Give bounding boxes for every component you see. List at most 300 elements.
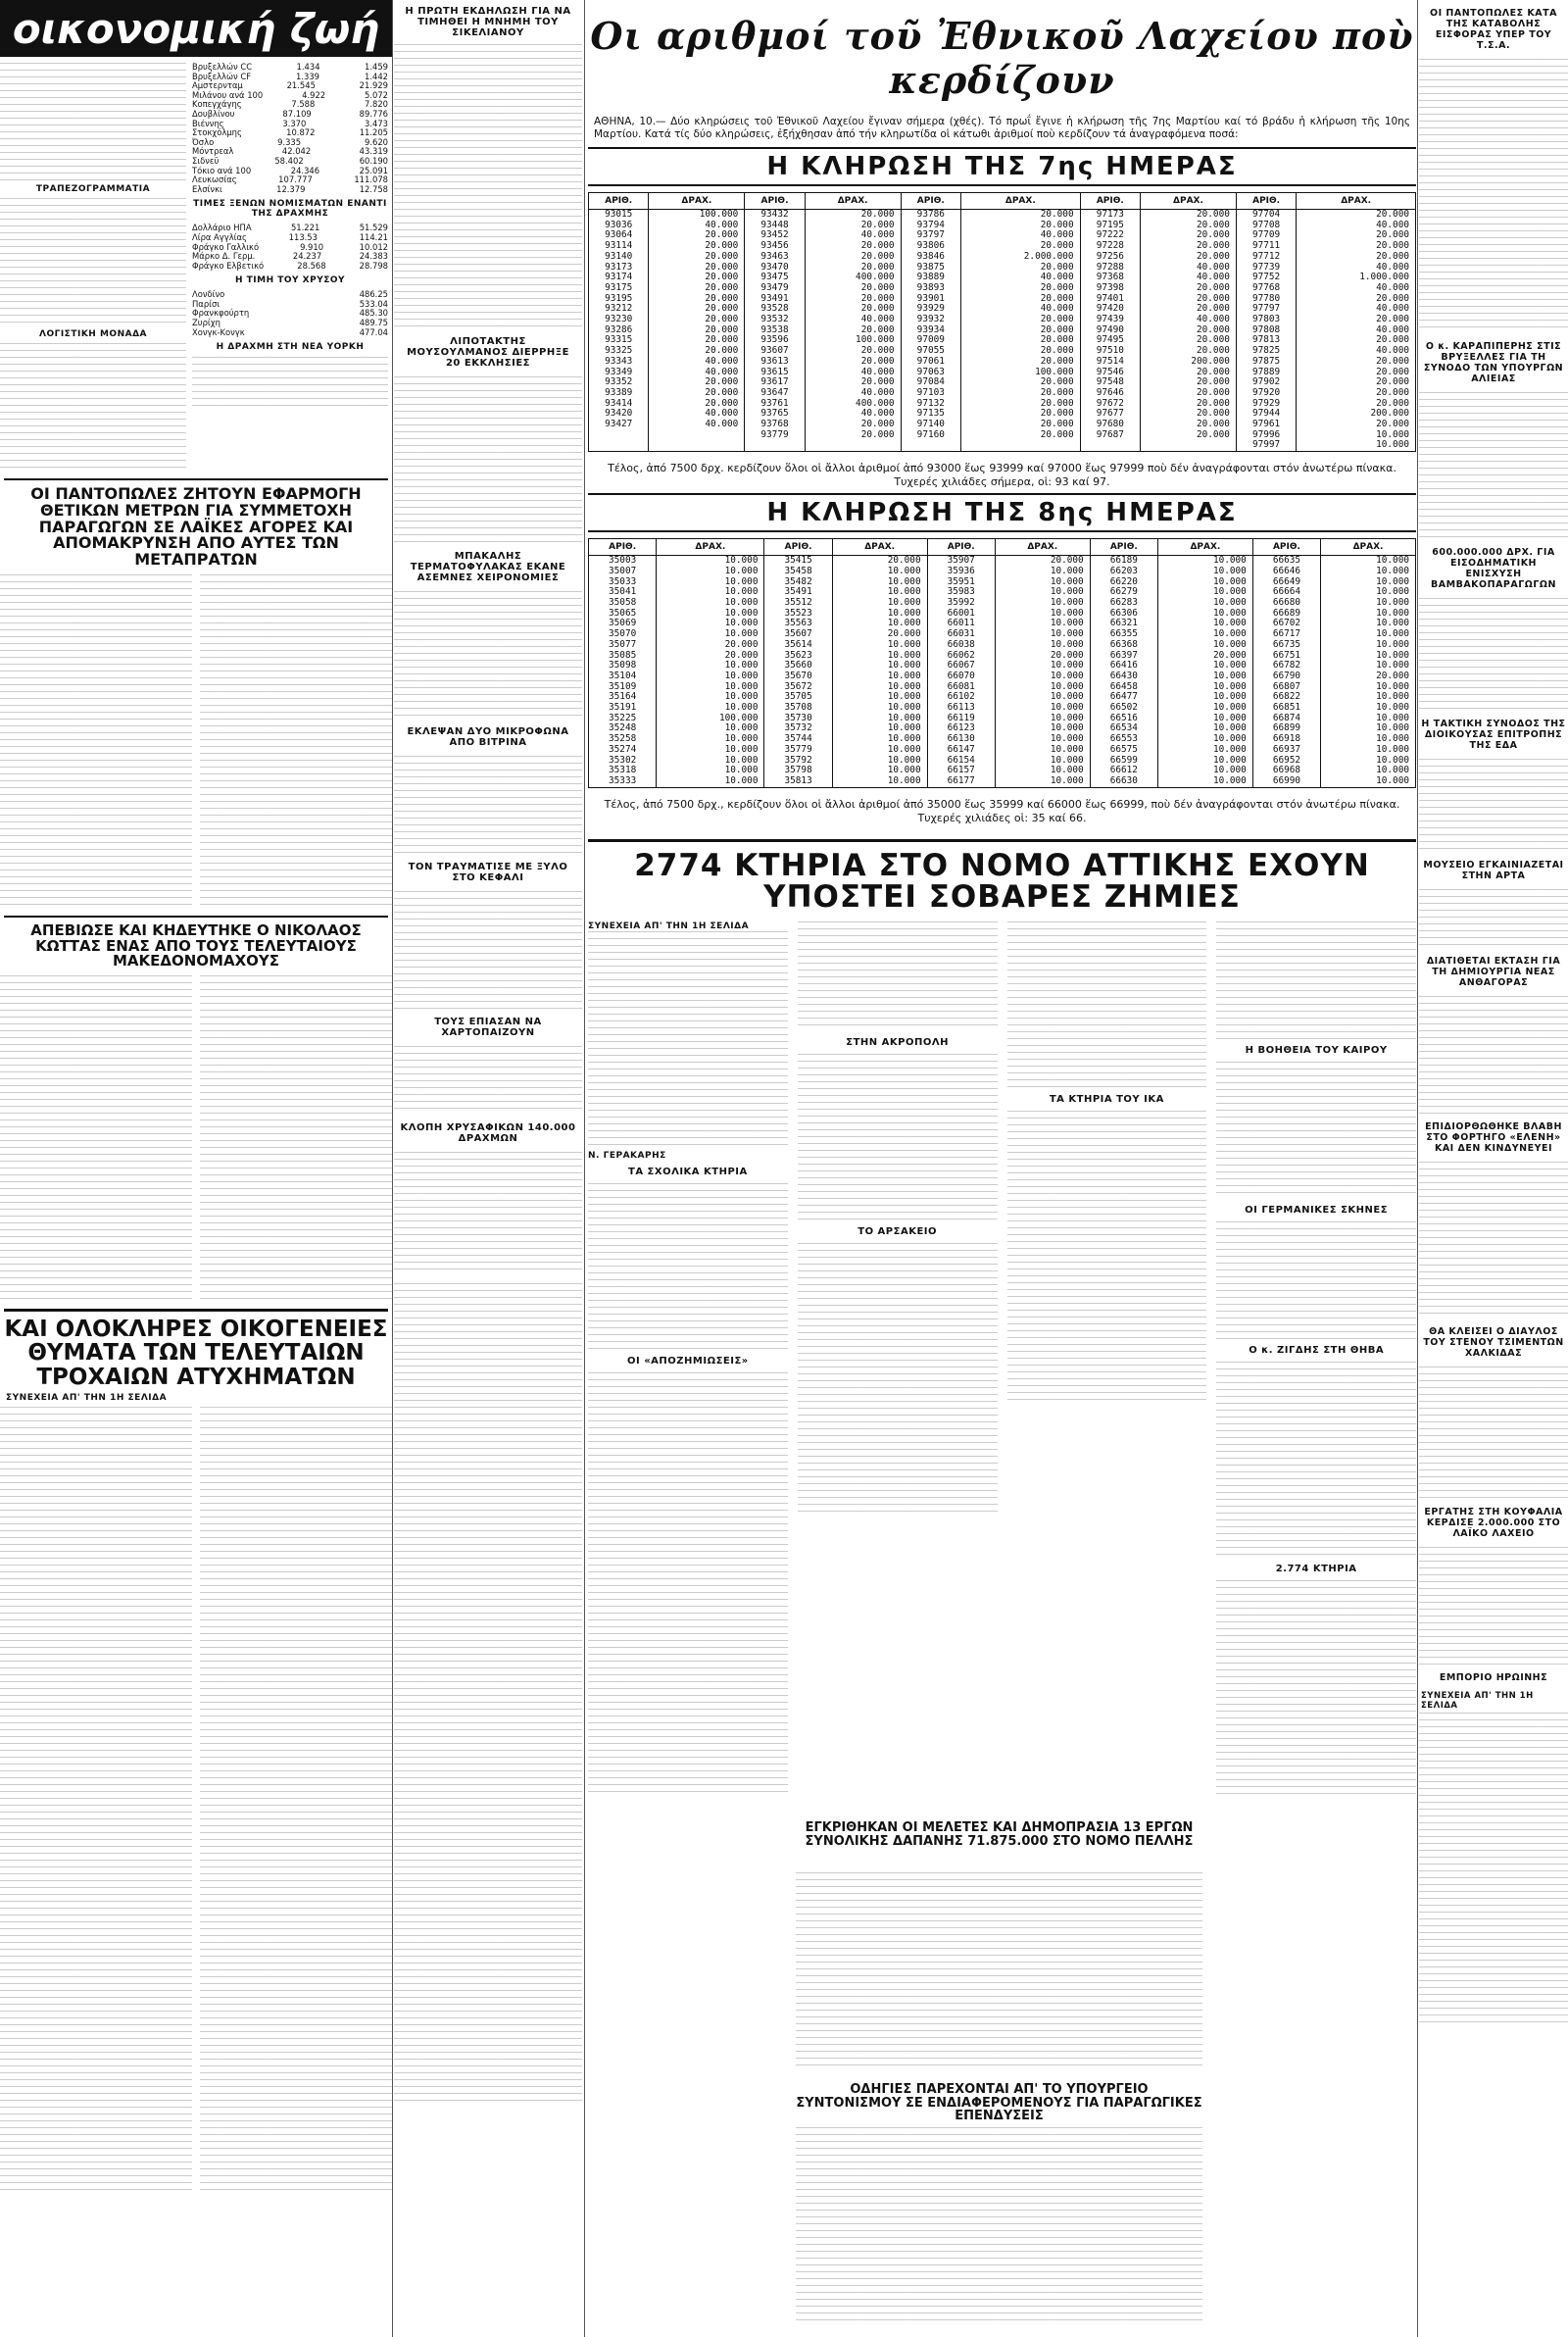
text-block [394,44,582,328]
prize-amount: 10.000 [657,609,764,620]
section-heading: ΛΙΠΟΤΑΚΤΗΣ ΜΟΥΣΟΥΛΜΑΝΟΣ ΔΙΕΡΡΗΞΕ 20 ΕΚΚΛΗΣΙΕΣ [407,336,569,369]
prize-amount: 20.000 [961,377,1081,388]
ticket-number: 97228 [1080,241,1140,252]
rate-value: 60.190 [359,155,388,166]
prize-amount: 10.000 [995,714,1090,724]
ticket-number: 93479 [745,283,805,294]
text-block [0,343,186,471]
prize-amount: 10.000 [657,766,764,776]
prize-amount: 10.000 [657,682,764,693]
prize-amount: 20.000 [1297,241,1416,252]
text-block [1419,889,1568,948]
ticket-number: 93596 [745,335,805,346]
prize-amount [1141,440,1237,451]
prize-amount: 400.000 [805,273,901,283]
ticket-number: 66735 [1252,640,1320,651]
prize-amount: 40.000 [961,230,1081,241]
rate-label: Μιλάνου ανά 100 [192,89,264,100]
ticket-number: 93230 [589,315,649,325]
ticket-number: 97672 [1080,399,1140,410]
ticket-number: 97680 [1080,420,1140,430]
ticket-number: 66477 [1090,692,1157,703]
prize-amount: 10.000 [995,766,1090,776]
ticket-number: 35623 [764,651,832,662]
prize-amount: 20.000 [1141,325,1237,336]
rate-label: Φράγκο Ελβετικό [192,260,265,271]
ticket-number: 35033 [589,577,657,588]
ticket-number: 66147 [927,745,995,756]
ticket-number: 93797 [901,230,960,241]
prize-amount: 20.000 [961,210,1081,221]
ticket-number: 66306 [1090,609,1157,620]
prize-amount: 10.000 [995,723,1090,734]
headline: ΑΠΕΒΙΩΣΕ ΚΑΙ ΚΗΔΕΥΤΗΚΕ Ο ΝΙΚΟΛΑΟΣ ΚΩΤΤΑΣ ΕΝΑΣ ΑΠΟ ΤΟΥΣ ΤΕΛΕΥΤΑΙΟΥΣ ΜΑΚΕΔΟΝΟΜΑΧΟΥΣ [4,916,388,970]
text-block [798,1243,998,1517]
rate-value: 24.346 [290,165,320,175]
prize-amount: 10.000 [832,661,927,671]
prize-amount: 100.000 [657,714,764,724]
ticket-number: 97825 [1236,346,1296,357]
prize-amount: 20.000 [1297,252,1416,263]
rate-value: 87.109 [282,108,312,119]
ticket-number: 66113 [927,703,995,714]
prize-amount [961,440,1081,451]
ticket-number: 97929 [1236,399,1296,410]
prize-amount: 10.000 [1321,692,1416,703]
section-heading: ΕΠΙΔΙΟΡΘΩΘΗΚΕ ΒΛΑΒΗ ΣΤΟ ΦΟΡΤΗΓΟ «ΕΛΕΝΗ» ΚΑΙ ΔΕΝ ΚΙΝΔΥΝΕΥΕΙ [1425,1121,1562,1154]
prize-amount: 10.000 [657,734,764,745]
ticket-number: 66102 [927,692,995,703]
prize-amount: 100.000 [805,335,901,346]
prize-amount: 10.000 [1157,556,1252,567]
ticket-number: 35109 [589,682,657,693]
prize-amount: 20.000 [961,388,1081,399]
ticket-number: 97808 [1236,325,1296,336]
ticket-number: 97222 [1080,230,1140,241]
prize-amount: 10.000 [1157,609,1252,620]
prize-amount: 10.000 [1321,609,1416,620]
rate-value: 7.820 [365,99,388,110]
column-rule [392,0,393,2337]
prize-amount: 10.000 [1321,619,1416,629]
rate-label: Τόκιο ανά 100 [192,165,252,175]
section-heading: ΟΙ ΓΕΡΜΑΝΙΚΕΣ ΣΚΗΝΕΣ [1245,1204,1389,1216]
prize-amount: 20.000 [1141,399,1237,410]
text-block [1216,1362,1416,1558]
ticket-number: 35098 [589,661,657,671]
ticket-number: 35415 [764,556,832,567]
ticket-number: 35708 [764,703,832,714]
ticket-number: 35085 [589,651,657,662]
rate-value: 113.53 [288,231,318,242]
prize-amount: 10.000 [832,598,927,609]
ticket-number: 93761 [745,399,805,410]
text-block [1419,1547,1568,1665]
ticket-number: 97510 [1080,346,1140,357]
prize-amount: 10.000 [832,609,927,620]
prize-amount: 10.000 [832,714,927,724]
column-header-number: ΑΡΙΘ. [589,539,657,556]
prize-amount: 40.000 [649,409,745,420]
prize-amount: 40.000 [649,357,745,368]
column-header-amount: ΔΡΑΧ. [805,193,901,210]
ticket-number: 35607 [764,629,832,640]
prize-amount: 10.000 [1157,587,1252,598]
text-block [1419,59,1568,333]
prize-amount: 10.000 [1157,577,1252,588]
table-row [589,567,1416,577]
text-block [394,1046,582,1115]
ticket-number: 66516 [1090,714,1157,724]
table-row [589,357,1416,368]
text-block [1007,921,1207,1088]
section-heading: ΤΙΜΕΣ ΞΕΝΩΝ ΝΟΜΙΣΜΑΤΩΝ ΕΝΑΝΤΙ ΤΗΣ ΔΡΑΧΜΗΣ [193,199,387,220]
prize-amount: 20.000 [961,315,1081,325]
section-heading: ΣΤΗΝ ΑΚΡΟΠΟΛΗ [846,1036,949,1048]
prize-amount: 10.000 [1321,703,1416,714]
ticket-number: 66458 [1090,682,1157,693]
rate-value: 12.758 [359,183,388,194]
section-heading: ΤΡΑΠΕΖΟΓΡΑΜΜΑΤΙΑ [35,184,151,194]
rate-value: 7.588 [291,99,316,110]
rate-row [192,185,388,195]
prize-amount [649,430,745,441]
page-title: Οι αριθμοί τοῦ Ἐθνικοῦ Λαχείου ποὺ κερδίζουν [590,14,1414,102]
column-header-number: ΑΡΙΘ. [745,193,805,210]
ticket-number: 93432 [745,210,805,221]
prize-amount: 10.000 [832,567,927,577]
ticket-number: 93889 [901,273,960,283]
text-block [0,975,192,1299]
ticket-number: 66990 [1252,776,1320,787]
prize-amount: 40.000 [649,221,745,231]
prize-amount: 10.000 [1321,756,1416,767]
prize-amount: 10.000 [657,703,764,714]
ticket-number: 97368 [1080,273,1140,283]
prize-amount: 20.000 [649,315,745,325]
ticket-number: 97803 [1236,315,1296,325]
ticket-number: 93607 [745,346,805,357]
prize-amount: 20.000 [805,241,901,252]
prize-amount: 10.000 [1321,567,1416,577]
ticket-number: 93420 [589,409,649,420]
ticket-number: 66612 [1090,766,1157,776]
ticket-number: 35779 [764,745,832,756]
rate-row [192,309,388,319]
ticket-number: 35482 [764,577,832,588]
text-block [1419,1367,1568,1499]
ticket-number: 35951 [927,577,995,588]
ticket-number: 35041 [589,587,657,598]
ticket-number: 97709 [1236,230,1296,241]
prize-amount: 40.000 [805,388,901,399]
prize-amount: 10.000 [657,598,764,609]
prize-amount: 10.000 [657,556,764,567]
ticket-number: 93114 [589,241,649,252]
rate-label: Αμστερνταμ [192,80,243,91]
prize-amount: 20.000 [649,230,745,241]
ticket-number: 66070 [927,671,995,682]
prize-amount: 20.000 [649,294,745,305]
prize-amount: 400.000 [805,399,901,410]
ticket-number: 97490 [1080,325,1140,336]
prize-amount: 20.000 [805,252,901,263]
rate-value: 43.319 [359,146,388,157]
ticket-number: 66397 [1090,651,1157,662]
rate-value: 89.776 [359,108,388,119]
prize-amount: 10.000 [995,629,1090,640]
ticket-number: 35070 [589,629,657,640]
ticket-number: 97160 [901,430,960,441]
section-heading: ΟΙ ΠΑΝΤΟΠΩΛΕΣ ΚΑΤΑ ΤΗΣ ΚΑΤΑΒΟΛΗΣ ΕΙΣΦΟΡΑΣ ΥΠΕΡ ΤΟΥ Τ.Σ.Α. [1430,8,1557,51]
section-heading: ΜΟΥΣΕΙΟ ΕΓΚΑΙΝΙΑΖΕΤΑΙ ΣΤΗΝ ΑΡΤΑ [1423,860,1564,881]
prize-amount: 10.000 [995,671,1090,682]
prize-amount: 10.000 [1157,766,1252,776]
ticket-number: 97813 [1236,335,1296,346]
prize-amount: 10.000 [1157,776,1252,787]
prize-amount: 10.000 [1321,556,1416,567]
ticket-number: 66416 [1090,661,1157,671]
ticket-number: 93615 [745,368,805,378]
ticket-number: 66081 [927,682,995,693]
ticket-number: 35164 [589,692,657,703]
prize-amount: 10.000 [1321,776,1416,787]
rate-label: Φρανκφούρτη [192,308,250,319]
prize-amount: 20.000 [1141,294,1237,305]
section-heading: ΤΟΥΣ ΕΠΙΑΣΑΝ ΝΑ ΧΑΡΤΟΠΑΙΖΟΥΝ [434,1017,542,1038]
ticket-number: 35983 [927,587,995,598]
ticket-number: 97711 [1236,241,1296,252]
rate-value: 28.568 [297,260,326,271]
ticket-number: 66157 [927,766,995,776]
prize-amount: 20.000 [1297,294,1416,305]
rate-label: Λίρα Αγγλίας [192,231,247,242]
column-header-number: ΑΡΙΘ. [901,193,960,210]
prize-amount: 10.000 [832,756,927,767]
rate-label: Χονγκ-Κονγκ [192,326,245,337]
banner-headline: 2774 ΚΤΗΡΙΑ ΣΤΟ ΝΟΜΟ ΑΤΤΙΚΗΣ ΕΧΟΥΝ ΥΠΟΣΤΕΙ ΣΟΒΑΡΕΣ ΖΗΜΙΕΣ [588,839,1416,914]
prize-amount: 10.000 [657,692,764,703]
rate-value: 58.402 [274,155,304,166]
ticket-number: 35225 [589,714,657,724]
ticket-number: 35798 [764,766,832,776]
prize-amount: 20.000 [649,304,745,315]
ticket-number: 93786 [901,210,960,221]
section-heading: ΤΑ ΚΤΗΡΙΑ ΤΟΥ ΙΚΑ [1049,1093,1164,1105]
ticket-number: 35007 [589,567,657,577]
rate-value: 477.04 [359,326,388,337]
prize-amount: 200.000 [1297,409,1416,420]
column-header-number: ΑΡΙΘ. [1236,193,1296,210]
prize-amount: 10.000 [1321,598,1416,609]
section-heading: ΤΑ ΣΧΟΛΙΚΑ ΚΤΗΡΙΑ [628,1166,748,1177]
rate-label: Όσλο [192,136,215,147]
prize-amount: 20.000 [1141,241,1237,252]
rate-value: 533.04 [359,298,388,309]
ticket-number: 97902 [1236,377,1296,388]
section-heading: Ο κ. ΚΑΡΑΠΙΠΕΡΗΣ ΣΤΙΣ ΒΡΥΞΕΛΛΕΣ ΓΙΑ ΤΗ ΣΥΝΟΔΟ ΤΩΝ ΥΠΟΥΡΓΩΝ ΑΛΙΕΙΑΣ [1423,341,1564,384]
ticket-number: 93414 [589,399,649,410]
prize-amount: 10.000 [1157,640,1252,651]
ticket-number: 66001 [927,609,995,620]
ticket-number: 66807 [1252,682,1320,693]
prize-amount: 10.000 [995,692,1090,703]
ticket-number: 66751 [1252,651,1320,662]
ticket-number: 97439 [1080,315,1140,325]
prize-amount: 20.000 [832,629,927,640]
ticket-number: 93470 [745,263,805,273]
ticket-number [589,430,649,441]
rate-value: 3.473 [365,118,388,128]
ticket-number: 66952 [1252,756,1320,767]
prize-amount: 10.000 [1157,734,1252,745]
prize-amount: 100.000 [961,368,1081,378]
prize-amount: 10.000 [995,776,1090,787]
column-header-number: ΑΡΙΘ. [589,193,649,210]
prize-amount: 40.000 [1297,283,1416,294]
section-heading: ΕΚΛΕΨΑΝ ΔΥΟ ΜΙΚΡΟΦΩΝΑ ΑΠΟ ΒΙΤΡΙΝΑ [407,726,569,748]
continuation-label: ΣΥΝΕΧΕΙΑ ΑΠ' ΤΗΝ 1Η ΣΕΛΙΔΑ [588,920,750,931]
text-block [0,574,192,908]
rate-value: 51.221 [290,223,320,233]
prize-amount: 40.000 [1297,263,1416,273]
prize-amount: 10.000 [995,640,1090,651]
column-header-amount: ΔΡΑΧ. [649,193,745,210]
ticket-number: 93613 [745,357,805,368]
prize-amount: 20.000 [805,430,901,441]
prize-amount: 10.000 [832,640,927,651]
rate-value: 12.379 [276,183,306,194]
prize-amount: 20.000 [961,325,1081,336]
section-heading: Η ΠΡΩΤΗ ΕΚΔΗΛΩΣΗ ΓΙΑ ΝΑ ΤΙΜΗΘΕΙ Η ΜΝΗΜΗ ΤΟΥ ΣΙΚΕΛΙΑΝΟΥ [405,6,571,38]
ticket-number: 97944 [1236,409,1296,420]
prize-amount: 20.000 [805,263,901,273]
prize-amount: 20.000 [657,651,764,662]
prize-amount: 10.000 [995,703,1090,714]
rate-value: 485.30 [359,308,388,319]
prize-amount: 40.000 [805,315,901,325]
section-heading: ΚΛΟΠΗ ΧΡΥΣΑΦΙΚΩΝ 140.000 ΔΡΑΧΜΩΝ [400,1122,576,1144]
ticket-number: 93901 [901,294,960,305]
continuation-label: ΣΥΝΕΧΕΙΑ ΑΠ' ΤΗΝ 1Η ΣΕΛΙΔΑ [6,1392,168,1403]
prize-amount: 10.000 [1321,577,1416,588]
ticket-number: 66031 [927,629,995,640]
ticket-number: 93349 [589,368,649,378]
ticket-number: 97889 [1236,368,1296,378]
prize-amount: 10.000 [1157,692,1252,703]
rate-value: 9.335 [277,136,302,147]
ticket-number: 93846 [901,252,960,263]
ticket-number: 93315 [589,335,649,346]
section-heading: ΔΙΑΤΙΘΕΤΑΙ ΕΚΤΑΣΗ ΓΙΑ ΤΗ ΔΗΜΙΟΥΡΓΙΑ ΝΕΑΣ ΑΝΘΑΓΟΡΑΣ [1426,956,1561,988]
rate-label: Στοκχόλμης [192,127,242,138]
text-block [200,574,392,908]
prize-amount: 20.000 [961,420,1081,430]
prize-amount: 20.000 [805,304,901,315]
ticket-number: 66203 [1090,567,1157,577]
ticket-number: 97173 [1080,210,1140,221]
rate-value: 10.872 [286,127,316,138]
column-rule [584,0,585,2337]
text-block [1216,921,1416,1039]
column-header-number: ΑΡΙΘ. [927,539,995,556]
section-heading: Η ΔΡΑΧΜΗ ΣΤΗ ΝΕΑ ΥΟΡΚΗ [216,342,365,353]
ticket-number: 93195 [589,294,649,305]
prize-amount: 10.000 [995,577,1090,588]
ticket-number: 93463 [745,252,805,263]
rate-value: 25.091 [359,165,388,175]
prize-amount: 10.000 [832,766,927,776]
prize-amount: 20.000 [1141,368,1237,378]
prize-amount: 10.000 [657,776,764,787]
prize-amount: 40.000 [1141,263,1237,273]
prize-amount: 40.000 [805,368,901,378]
ticket-number: 66782 [1252,661,1320,671]
prize-amount: 10.000 [1321,661,1416,671]
column-header-amount: ΔΡΑΧ. [657,539,764,556]
ticket-number: 35258 [589,734,657,745]
prize-amount: 10.000 [1297,430,1416,441]
ticket-number: 66430 [1090,671,1157,682]
ticket-number: 93212 [589,304,649,315]
section-heading: ΕΡΓΑΤΗΣ ΣΤΗ ΚΟΥΦΑΛΙΑ ΚΕΡΔΙΣΕ 2.000.000 ΣΤΟ ΛΑΪΚΟ ΛΑΧΕΙΟ [1424,1507,1563,1539]
ticket-number: 93427 [589,420,649,430]
gold-table [192,290,388,337]
ticket-number: 93448 [745,221,805,231]
text-block [1419,759,1568,852]
ticket-number: 35302 [589,756,657,767]
ticket-number: 66502 [1090,703,1157,714]
text-block [394,1283,582,2107]
prize-amount: 1.000.000 [1297,273,1416,283]
prize-amount: 20.000 [1141,230,1237,241]
text-block [1419,1713,1568,2026]
rates-table [192,63,388,194]
headline: ΟΙ ΠΑΝΤΟΠΩΛΕΣ ΖΗΤΟΥΝ ΕΦΑΡΜΟΓΗ ΘΕΤΙΚΩΝ ΜΕΤΡΩΝ ΓΙΑ ΣΥΜΜΕΤΟΧΗ ΠΑΡΑΓΩΓΩΝ ΣΕ ΛΑΪΚΕΣ ΑΓΟΡΕΣ ΚΑΙ ΑΠΟΜΑΚΡΥΝΣΗ ΑΠΟ ΑΥΤΕΣ ΤΩΝ ΜΕΤΑΠΡΑΤΩΝ [4,478,388,569]
ticket-number: 66649 [1252,577,1320,588]
ticket-number: 93343 [589,357,649,368]
prize-amount: 10.000 [995,609,1090,620]
ticket-number: 66717 [1252,629,1320,640]
prize-amount: 20.000 [805,357,901,368]
table-row [589,252,1416,263]
prize-amount: 20.000 [649,283,745,294]
ticket-number: 93932 [901,315,960,325]
prize-amount: 20.000 [1157,651,1252,662]
ticket-number: 35191 [589,703,657,714]
ticket-number: 66038 [927,640,995,651]
column-header-amount: ΔΡΑΧ. [1141,193,1237,210]
rate-row [192,328,388,338]
prize-amount: 20.000 [961,430,1081,441]
ticket-number: 93174 [589,273,649,283]
text-block [1007,1111,1207,1405]
ticket-number: 35333 [589,776,657,787]
prize-amount: 10.000 [1157,619,1252,629]
ticket-number: 93036 [589,221,649,231]
prize-amount: 20.000 [1141,283,1237,294]
prize-amount: 20.000 [1297,230,1416,241]
ticket-number: 93538 [745,325,805,336]
text-block [0,63,186,180]
ticket-number: 97875 [1236,357,1296,368]
rate-label: Σιδνεϋ [192,155,220,166]
ticket-number: 93325 [589,346,649,357]
text-block [394,756,582,854]
column-header-number: ΑΡΙΘ. [1252,539,1320,556]
section-heading: ΜΠΑΚΑΛΗΣ ΤΕΡΜΑΤΟΦΥΛΑΚΑΣ ΕΚΑΝΕ ΑΣΕΜΝΕΣ ΧΕΙΡΟΝΟΜΙΕΣ [410,551,566,583]
ticket-number: 66062 [927,651,995,662]
